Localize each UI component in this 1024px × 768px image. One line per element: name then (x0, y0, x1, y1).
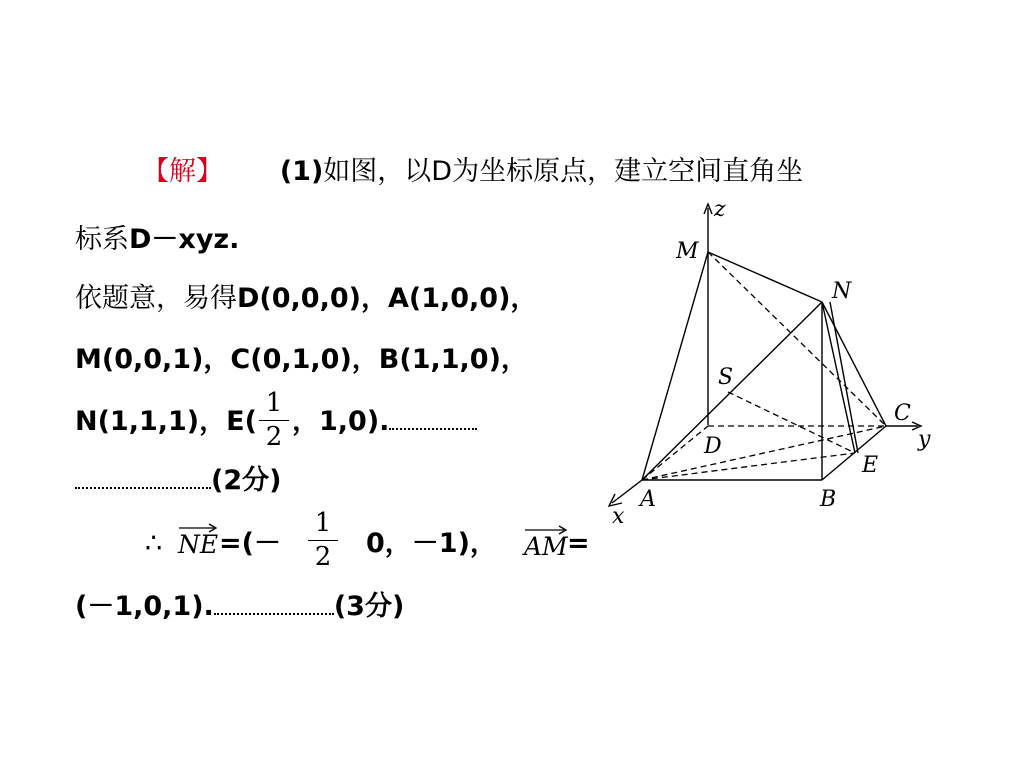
part-number: (1) (279, 156, 324, 187)
line7-coordinates: 0，－1)， (366, 528, 497, 559)
solution-tag: 【解】 (142, 156, 223, 187)
label-N: N (832, 279, 852, 304)
label-A: A (640, 487, 656, 512)
x-axis-ext (612, 480, 642, 503)
label-M: M (676, 239, 699, 264)
solution-line-4: M(0,0,1)，C(0,1,0)，B(1,1,0)， (75, 344, 528, 375)
fraction-2-numerator: 1 (314, 508, 332, 538)
fraction-1-denominator: 2 (265, 422, 283, 453)
therefore-symbol: ∴ (145, 528, 163, 559)
line2-chinese: 标系 (75, 224, 129, 255)
coordinate-system: D－xyz. (129, 224, 240, 255)
score-3: (3分) (333, 591, 405, 622)
line7-final-equals: = (567, 528, 590, 559)
label-D: D (704, 434, 722, 459)
line7-equals-minus: =(－ (219, 528, 281, 559)
fraction-1-numerator: 1 (265, 388, 283, 418)
line3-chinese: 依题意，易得 (75, 283, 237, 314)
line3-points: D(0,0,0)，A(1,0,0)， (237, 283, 538, 314)
label-z: z (714, 197, 726, 222)
fraction-2-denominator: 2 (314, 542, 332, 573)
label-y: y (918, 427, 931, 452)
line5-start: N(1,1,1)，E( (75, 406, 257, 437)
line5-end: ，1,0). (292, 406, 390, 437)
label-C: C (894, 401, 911, 426)
label-E: E (862, 453, 879, 478)
vector-ne-label: NE (178, 530, 219, 559)
vector-am-value: (－1,0,1). (75, 591, 214, 622)
label-B: B (820, 487, 837, 512)
label-S: S (718, 365, 734, 390)
score-2: (2分) (211, 465, 282, 496)
label-x: x (612, 504, 625, 529)
line1-text: 如图，以D为坐标原点，建立空间直角坐 (323, 156, 804, 187)
vector-am-label: AM (524, 532, 568, 561)
